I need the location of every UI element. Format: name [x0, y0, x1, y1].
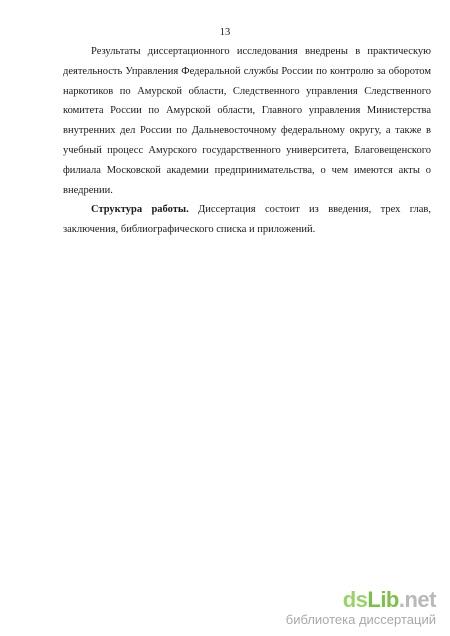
dslib-logo [286, 589, 436, 611]
watermark-caption: библиотека диссертаций [285, 612, 436, 627]
logo-net: .net [398, 587, 436, 612]
structure-text: Диссертация состоит из введения, трех глав, заключения, библиографического списка и приложений. [63, 204, 431, 236]
logo-lib: Lib [367, 587, 399, 612]
page-number: 13 [219, 27, 231, 38]
document-body [63, 42, 431, 240]
structure-paragraph [63, 200, 431, 240]
structure-heading: Структура работы. [91, 204, 189, 216]
implementation-paragraph: Результаты диссертационного исследования внедрены в практическую деятельность Управления Федеральной службы России по контролю за оборотом наркотиков по Амурской области, Следственного управления Следственного комитета России по Амурской области, Главного управления Министерства внутренних дел России по Дальневосточному федеральному округу, а также в учебный процесс Амурского государственного университета, Благовещенского филиала Московской академии предпринимательства, о чем имеются акты о внедрении. [63, 46, 431, 196]
dslib-watermark [286, 589, 436, 626]
logo-ds: ds [342, 587, 368, 612]
